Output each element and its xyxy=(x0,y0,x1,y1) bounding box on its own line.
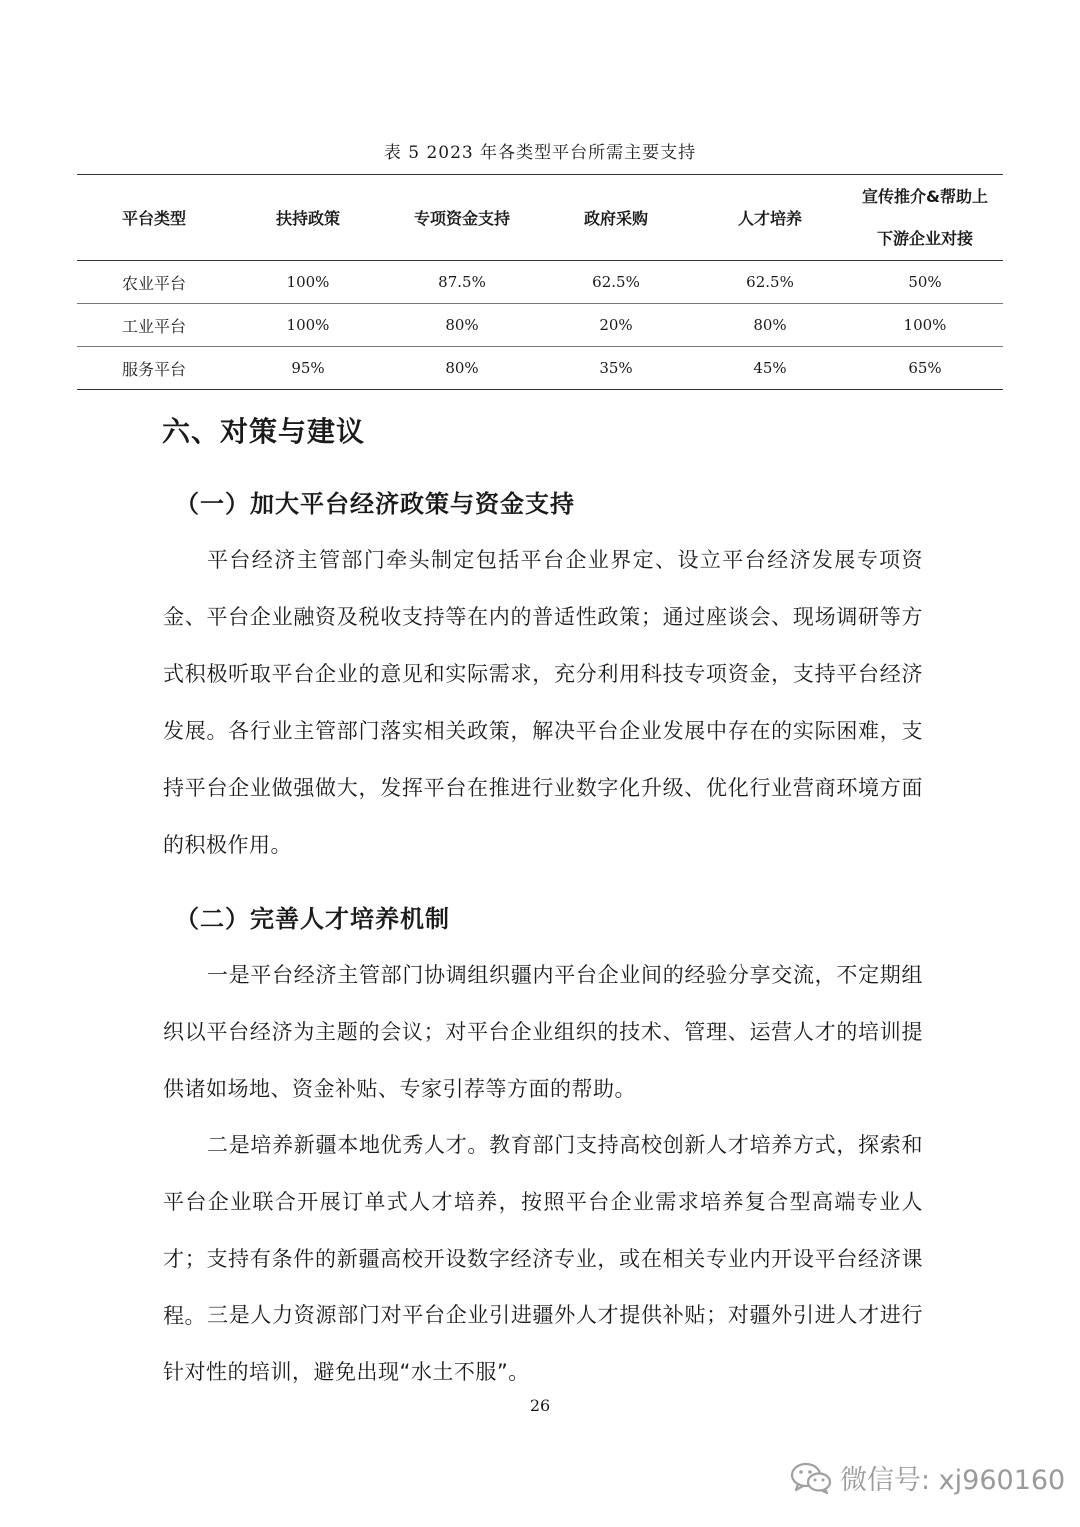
paragraph: 一是平台经济主管部门协调组织疆内平台企业间的经验分享交流，不定期组织以平台经济为主题的会议；对平台企业组织的技术、管理、运营人才的培训提供诸如场地、资金补贴、专家引荐等方面的帮助。 xyxy=(163,963,923,1101)
page-number: 26 xyxy=(529,1396,551,1415)
table-cell: 100% xyxy=(847,304,1003,347)
header-support-policy: 扶持政策 xyxy=(231,175,385,261)
table-cell: 87.5% xyxy=(385,261,539,304)
table-cell: 62.5% xyxy=(539,261,693,304)
table-cell: 62.5% xyxy=(693,261,847,304)
row-label: 服务平台 xyxy=(77,347,231,390)
table-cell: 50% xyxy=(847,261,1003,304)
header-platform-type: 平台类型 xyxy=(77,175,231,261)
table-cell: 95% xyxy=(231,347,385,390)
row-label: 农业平台 xyxy=(77,261,231,304)
table-cell: 80% xyxy=(693,304,847,347)
table-cell: 45% xyxy=(693,347,847,390)
table-cell: 35% xyxy=(539,347,693,390)
paragraph: 三是人力资源部门对平台企业引进疆外人才提供补贴；对疆外引进人才进行针对性的培训，避免出现“水土不服”。 xyxy=(163,1303,923,1384)
subsection-title-1: （一）加大平台经济政策与资金支持 xyxy=(175,490,575,518)
header-promotion-line1: 宣传推介&帮助上 xyxy=(862,186,988,206)
wechat-icon xyxy=(790,1461,832,1495)
table-row xyxy=(77,304,1003,347)
paragraph: 二是培养新疆本地优秀人才。教育部门支持高校创新人才培养方式，探索和平台企业联合开展订单式人才培养，按照平台企业需求培养复合型高端专业人才；支持有条件的新疆高校开设数字经济专业，或在相关专业内开设平台经济课程。 xyxy=(163,1133,923,1328)
header-promotion-line2: 下游企业对接 xyxy=(876,228,973,248)
table-row xyxy=(77,261,1003,304)
header-promotion xyxy=(847,175,1003,261)
paragraph: 平台经济主管部门牵头制定包括平台企业界定、设立平台经济发展专项资金、平台企业融资及税收支持等在内的普适性政策；通过座谈会、现场调研等方式积极听取平台企业的意见和实际需求，充分利用科技专项资金，支持平台经济发展。各行业主管部门落实相关政策，解决平台企业发展中存在的实际困难，支持平台企业做强做大，发挥平台在推进行业数字化升级、优化行业营商环境方面的积极作用。 xyxy=(163,548,923,857)
header-government-procurement: 政府采购 xyxy=(539,175,693,261)
header-special-funds: 专项资金支持 xyxy=(385,175,539,261)
table-caption: 表 5 2023 年各类型平台所需主要支持 xyxy=(383,143,697,163)
support-table xyxy=(77,174,1003,390)
table-header-row xyxy=(77,175,1003,261)
section-title: 六、对策与建议 xyxy=(162,415,366,448)
table-row xyxy=(77,347,1003,390)
watermark-text: 微信号: xj960160 xyxy=(840,1465,1066,1496)
table-cell: 80% xyxy=(385,347,539,390)
table-cell: 20% xyxy=(539,304,693,347)
row-label: 工业平台 xyxy=(77,304,231,347)
subsection-title-2: （二）完善人才培养机制 xyxy=(175,905,450,933)
table-cell: 100% xyxy=(231,304,385,347)
header-talent-training: 人才培养 xyxy=(693,175,847,261)
table-cell: 65% xyxy=(847,347,1003,390)
wechat-watermark xyxy=(790,1458,1065,1497)
table-cell: 80% xyxy=(385,304,539,347)
table-cell: 100% xyxy=(231,261,385,304)
